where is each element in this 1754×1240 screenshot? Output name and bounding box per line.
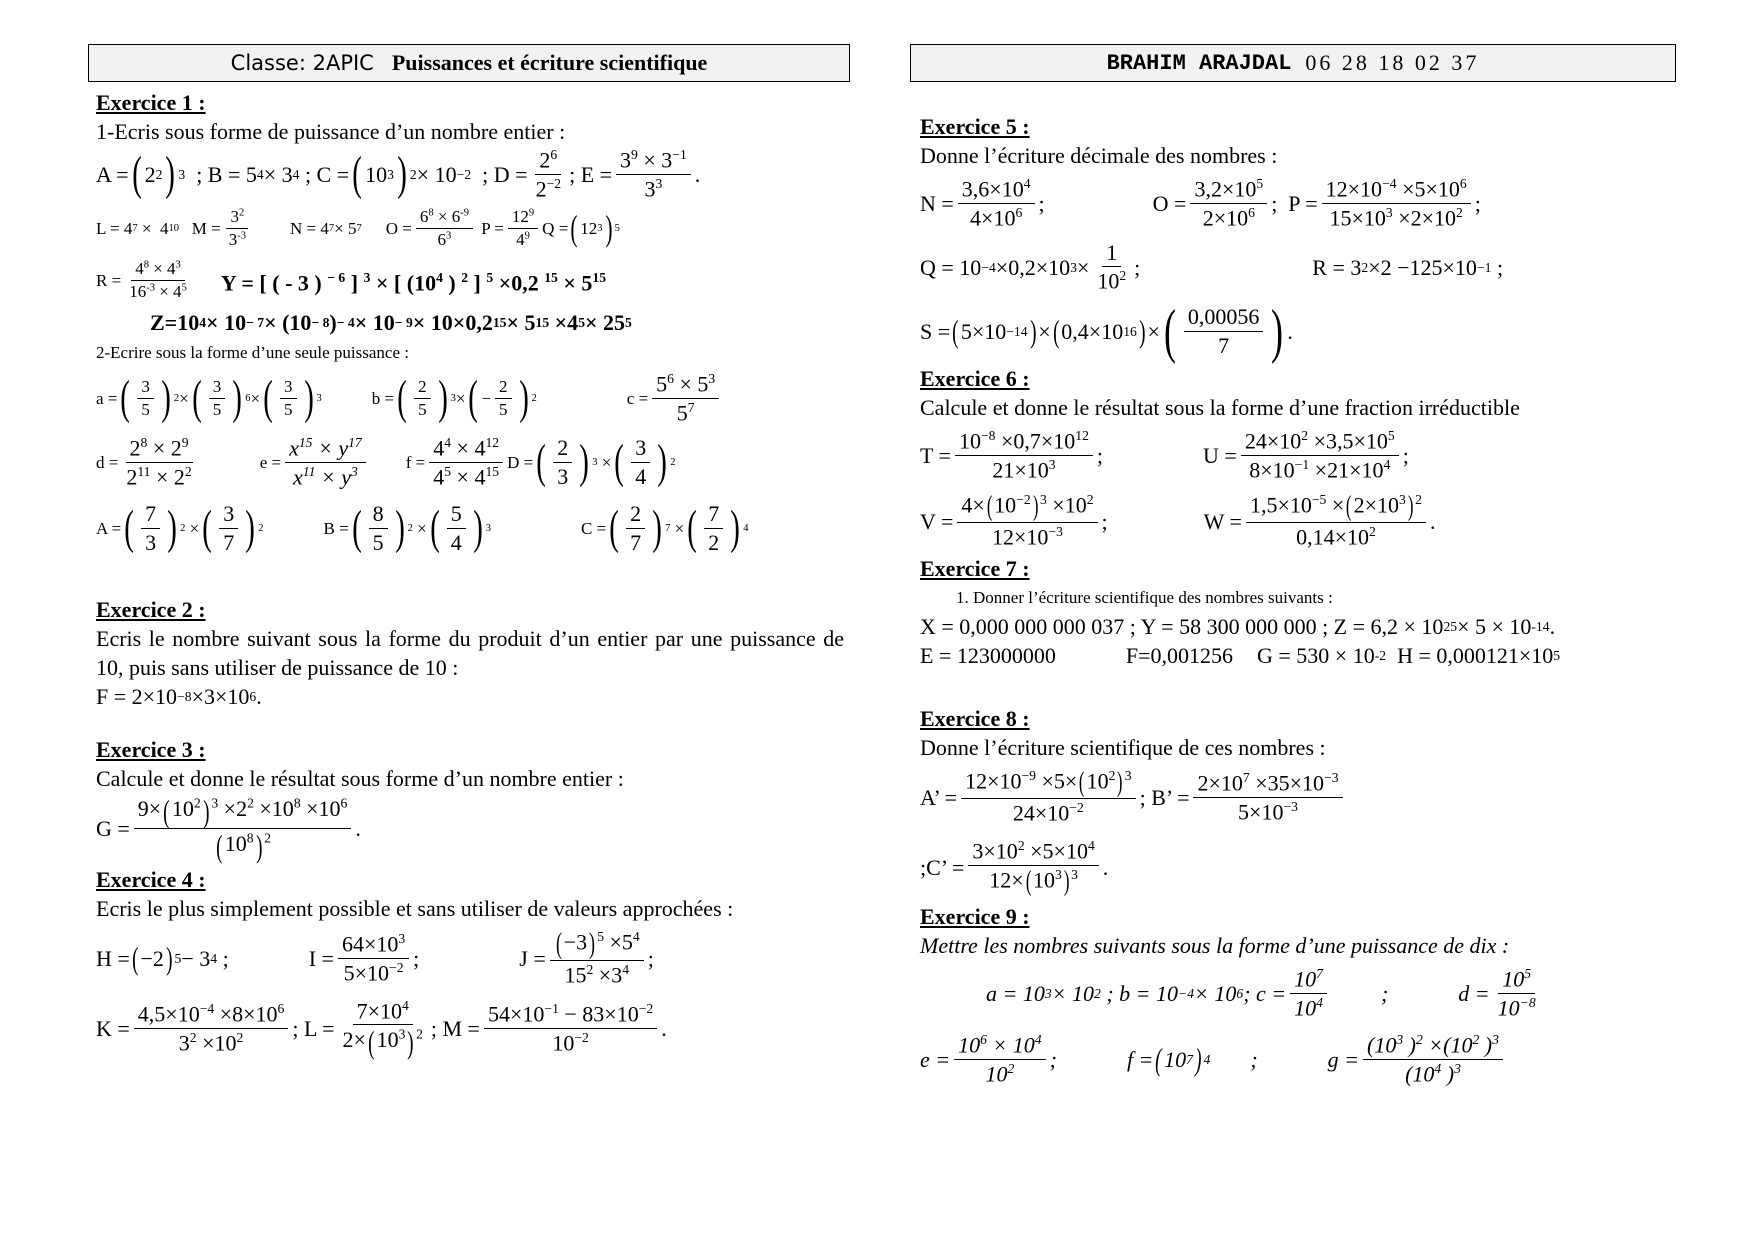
exercise-7-line1: X = 0,000 000 000 037 ; Y = 58 300 000 000 ; Z = 6,2 × 10 25 × 5 × 10 -14 . [920, 614, 1556, 639]
exercise-7-item: 1. Donner l’écriture scientifique des nombres suivants : [956, 588, 1333, 607]
exercise-6-title: Exercice 6 : [920, 366, 1030, 391]
exercise-7-title: Exercice 7 : [920, 556, 1030, 581]
exercise-1 [96, 88, 844, 561]
exercise-7-line2: E = 123000000 F=0,001256 G = 530 × 10 -2 H = 0,000121×10 5 [920, 643, 1561, 668]
exercise-1-q1: 1-Ecris sous forme de puissance d’un nombre entier : [96, 119, 566, 144]
exercise-8-title: Exercice 8 : [920, 706, 1030, 731]
exercise-8 [920, 704, 1670, 902]
ex1-line3: a = ( $\frac{3}{5}$ ) 2 × ( $\frac{3}{5}$ ) 6 × ( $\frac{3}{5}$ ) 3 b = ( $\frac{2}{5}$ ) 3 × ( − $\frac{2}{5}$ ) 2 c = $\frac{5^6 \times 5^3}{5^7}$ [96, 367, 844, 429]
author-phone: 06 28 18 02 37 [1305, 50, 1480, 75]
exercise-5 [920, 112, 1670, 364]
exercise-3-title: Exercice 3 : [96, 737, 206, 762]
exercise-4-title: Exercice 4 : [96, 867, 206, 892]
exercise-4 [96, 865, 844, 1063]
ex1-line-z: Z=10 4 × 10 − 7 × (10 − 8 ) − 4 × 10 − 9 × 10×0,2 15 × 5 15 ×4 5 × 25 5 [150, 309, 632, 335]
ex1-line1: A = ( 2 2 ) 3 ; B = 5 4 × 3 4 ; C = ( 10 3 ) 2 × 10 −2 ; D = $\frac{2^6}{2^{-2}}$ ; E = $\frac{3^9 \times 3^{-1}}{3^3}$ . [96, 146, 701, 201]
exercise-6 [920, 364, 1670, 554]
left-column [96, 88, 844, 1063]
exercise-2-title: Exercice 2 : [96, 597, 206, 622]
exercise-2-formula: F = 2×10 −8 ×3×10 6 . [96, 684, 262, 709]
exercise-2 [96, 595, 844, 711]
exercise-3 [96, 735, 844, 863]
right-column [920, 112, 1670, 1092]
exercise-9-line2: e = $\frac{10^6 \times 10^4}{10^2}$ ; f = ( 10 7 ) 4 ; g = $\frac{(10^3 )^2 \times(10^2 )^3}{(10^4 )^3}$ [920, 1026, 1670, 1092]
exercise-5-line1: N = $\frac{3,6\times 10^4}{4\times 10^6}$ ; O = $\frac{3,2\times 10^5}{2\times 10^6}$ ; P = $\frac{12\times 10^{-4} \times 5\times 10^6}{15\times 10^3 \times 2\times 10^2}$ ; [920, 175, 1481, 230]
exercise-3-formula: G = $\frac{9\times(10^2) ^3 \times 2^2 \times 10^8 \times 10^6}{(10^8) ^2}$ . [96, 792, 361, 864]
exercise-5-text: Donne l’écriture décimale des nombres : [920, 143, 1278, 168]
exercise-5-title: Exercice 5 : [920, 114, 1030, 139]
exercise-3-text: Calcule et donne le résultat sous forme d’un nombre entier : [96, 766, 624, 791]
ex1-line5: A = ( $\frac{7}{3}$ ) 2 × ( $\frac{3}{7}$ ) 2 B = ( $\frac{8}{5}$ ) 2 × ( $\frac{5}{4}$ ) 3 C = ( $\frac{2}{7}$ ) 7 × ( $\frac{7}{2}$ ) 4 [96, 501, 749, 555]
ex1-line4: d = $\frac{2^8 \times 2^9}{2^{11} \times 2^2}$ e = $\frac{x^{15} \times y^{17}}{x^{11} \times y^3}$ f = $\frac{4^4 \times 4^{12}}{4^5 \times 4^{15}}$ D = ( $\frac{2}{3}$ ) 3 × ( $\frac{3}{4}$ ) 2 [96, 434, 676, 489]
page-title: Puissances et écriture scientifique [391, 50, 708, 75]
exercise-8-line1: A’ = $\frac{12\times 10^{-9} \times 5\times(10^2) ^3}{24\times 10^{-2}}$ ; B’ = $\frac{2\times 10^7 \times 35\times 10^{-3}}{5\times 10^{-3}}$ [920, 762, 1670, 832]
exercise-5-line2: Q = 10 −4 ×0,2×10 3 × $\frac{1}{10^2}$ ; R = 3 2 ×2 −125×10 −1 ; [920, 240, 1504, 294]
exercise-9-title: Exercice 9 : [920, 904, 1030, 929]
class-label: Classe: 2APIC [230, 51, 374, 75]
exercise-9 [920, 902, 1670, 1092]
exercise-8-line2: ;C’ = $\frac{3\times 10^2 \times 5\times 10^4}{12\times(10^3) ^3}$ . [920, 838, 1109, 897]
exercise-6-line2: V = $\frac{4\times(10^{-2}) ^3 \times 10^2}{12\times 10^{-3}}$ ; W = $\frac{1,5\times 10^{-5} \times(2\times 10^3) ^2}{0,14\times 10^2}$ . [920, 491, 1436, 550]
exercise-1-q2: 2-Ecrire sous la forme d’une seule puissance : [96, 343, 409, 362]
exercise-2-text: Ecris le nombre suivant sous la forme du produit d’un entier par une puissance de 10, puis sans utiliser de puissance de 10 : [96, 626, 844, 680]
exercise-5-line3: S = ( 5×10 −14 ) × ( 0,4×10 16 ) × ( $\frac{0,00056}{7}$ ) . [920, 298, 1293, 364]
header-left [88, 44, 850, 82]
exercise-1-title: Exercice 1 : [96, 90, 206, 115]
ex1-line2: L = 4 7 × 4 10 M = $\frac{3^2}{3^{-3}}$ N = 4 7 × 5 7 O = $\frac{6^8 \times 6^{-9}}{6^3}$ P = $\frac{12^9}{4^9}$ Q = ( 12 3 ) 5 [96, 206, 620, 249]
header-right [910, 44, 1676, 82]
author-name: BRAHIM ARAJDAL [1106, 50, 1292, 76]
exercise-9-line1: a = 10 3 × 10 2 ; b = 10 −4 × 10 6 ; c = $\frac{10^7}{10^4}$ ; d = $\frac{10^5}{10^{-8}}$ [986, 965, 1536, 1020]
exercise-4-line2: K = $\frac{4,5\times 10^{-4} \times 8\times 10^6}{3^2 \times 10^2}$ ; L = $\frac{7\times 10^4}{2\times(10^3) ^2}$ ; M = $\frac{54\times 10^{-1} - 83\times 10^{-2}}{10^{-2}}$ . [96, 997, 667, 1061]
exercise-6-line1: T = $\frac{10^{-8} \times 0,7\times 10^{12}}{21\times 10^3}$ ; U = $\frac{24\times 10^2 \times 3,5\times 10^5}{8\times 10^{-1} \times 21\times 10^4}$ ; [920, 427, 1409, 482]
exercise-6-text: Calcule et donne le résultat sous la forme d’une fraction irréductible [920, 395, 1520, 420]
exercise-7 [920, 554, 1670, 670]
ex1-line-ry: R = $\frac{4^8 \times 4^3}{16^{-3} \times 4^5}$ Y = [ ( - 3 ) $^{- 6}$ ] $^3$ × [ ($10^4$ ) $^2$ ] $^5$ ×0,2 $^{15} \times 5^{15}$ [96, 258, 607, 301]
exercise-8-text: Donne l’écriture scientifique de ces nombres : [920, 735, 1326, 760]
exercise-4-text: Ecris le plus simplement possible et sans utiliser de valeurs approchées : [96, 896, 734, 921]
exercise-4-line1: H = ( −2 ) 5 − 3 4 ; I = $\frac{64\times 10^3}{5\times 10^{-2}}$ ; J = $\frac{(-3) ^5 \times 5^4}{15^2 \times 3^4}$ ; [96, 926, 654, 988]
exercise-9-text: Mettre les nombres suivants sous la forme d’une puissance de dix : [920, 933, 1510, 958]
